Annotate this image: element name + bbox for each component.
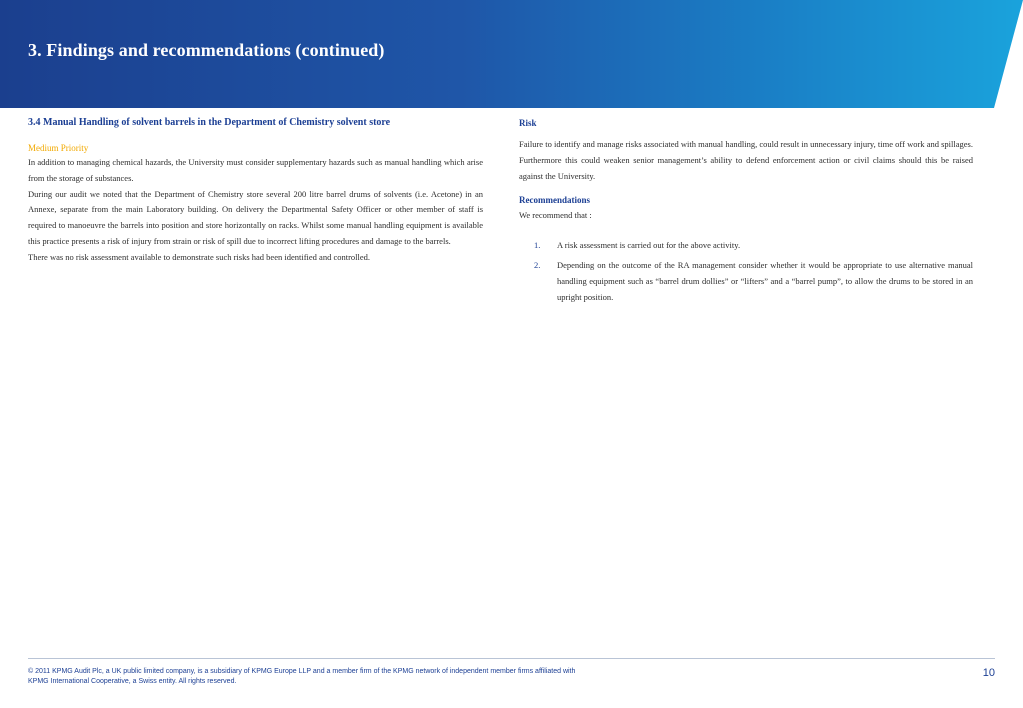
footer-copyright: [28, 667, 668, 687]
page-title: 3. Findings and recommendations (continued): [28, 40, 385, 60]
list-number: 1.: [534, 240, 541, 251]
list-number: 2.: [534, 259, 541, 270]
recommendations-heading: Recommendations: [519, 195, 590, 206]
risk-heading: Risk: [519, 118, 537, 128]
finding-paragraph-2: During our audit we noted that the Department of Chemistry store several 200 litre barrel drums of solvents (i.e. Acetone) in an Annexe, separate from the main Laboratory building. On delivery the Departmental Safety Officer or other member of staff is required to manoeuvre the barrels into position and store horizontally on racks. Whilst some manual handling equipment is available this practice presents a risk of injury from strain or risk of spill due to incorrect lifting procedures and damage to the barrels.: [28, 188, 483, 246]
recommendations-list: [519, 238, 973, 305]
finding-paragraph-3: There was no risk assessment available to demonstrate such risks had been identified and controlled.: [28, 251, 371, 262]
risk-text: Failure to identify and manage risks associated with manual handling, could result in unnecessary injury, time off work and spillages. Furthermore this could weaken senior management’s ability to defend enforcement action or civil claims should this be raised against the University.: [519, 139, 973, 181]
list-item-text: A risk assessment is carried out for the above activity.: [557, 240, 741, 251]
findings-column: [28, 115, 483, 266]
page-number: 10: [982, 667, 995, 679]
list-item-text: Depending on the outcome of the RA management consider whether it would be appropriate to use alternative manual handling equipment such as “barrel drum dollies” or “lifters” and a “barrel pump”, to allow the drums to be stored in an upright position.: [557, 259, 973, 302]
risk-column: [519, 115, 973, 305]
recommendations-intro: We recommend that :: [519, 210, 592, 221]
list-item: [519, 238, 973, 254]
list-item: [519, 258, 973, 305]
section-heading: 3.4 Manual Handling of solvent barrels in the Department of Chemistry solvent store: [28, 117, 391, 128]
copyright-line-2: KPMG International Cooperative, a Swiss entity. All rights reserved.: [28, 678, 237, 685]
footer-divider: [28, 658, 995, 659]
copyright-line-1: © 2011 KPMG Audit Plc, a UK public limited company, is a subsidiary of KPMG Europe LLP and a member firm of the KPMG network of independent member firms affiliated with: [28, 668, 576, 675]
finding-paragraph-1: In addition to managing chemical hazards, the University must consider supplementary hazards such as manual handling which arise from the storage of substances.: [28, 157, 483, 183]
priority-label: Medium Priority: [28, 143, 89, 153]
